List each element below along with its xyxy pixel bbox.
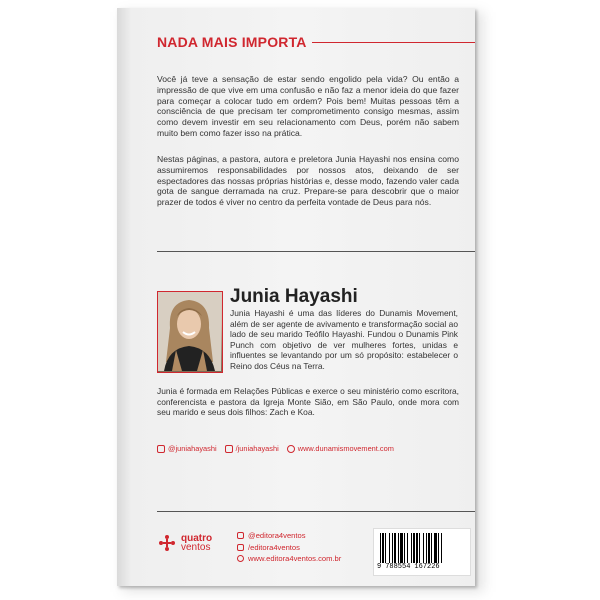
facebook-icon	[225, 445, 233, 453]
barcode-bar	[441, 533, 442, 563]
barcode-bar	[398, 533, 399, 563]
barcode-bar	[411, 533, 412, 563]
author-name: Junia Hayashi	[230, 286, 358, 307]
barcode-bar	[428, 533, 430, 563]
barcode-bar	[426, 533, 427, 563]
barcode-bar	[394, 533, 396, 563]
author-bio-2: Junia é formada em Relações Públicas e exerce o seu ministério como escritora, conferencista e pastora da Igreja Monte Sião, em São Paulo, onde mora com seu marido e seus dois filhos: Zach e Koa.	[157, 386, 459, 418]
publisher-logo	[157, 533, 212, 553]
barcode-bar	[423, 533, 424, 563]
section-divider	[157, 251, 475, 252]
social-text: www.dunamismovement.com	[297, 444, 394, 453]
publisher-social-website[interactable]	[237, 553, 341, 565]
publisher-social-instagram[interactable]	[237, 530, 341, 542]
barcode-digit-group: 788554	[385, 563, 411, 571]
author-photo	[157, 291, 223, 373]
globe-icon	[237, 555, 244, 562]
author-portrait-icon	[158, 292, 221, 371]
globe-icon	[287, 445, 295, 453]
social-text: @editora4ventos	[248, 531, 306, 540]
barcode-bar	[380, 533, 381, 563]
author-bio-1: Junia Hayashi é uma das líderes do Dunamis Movement, além de ser agente de avivamento e transformação social ao lado de seu marido Teófilo Hayashi. Fundou o Dunamis Pink Punch com objetivo de ver mulheres fortes, unidas e influentes se levantando por um só propósito: estabelecer o Reino dos Céus na Terra.	[230, 308, 458, 371]
synopsis-paragraph-2: Nestas páginas, a pastora, autora e preletora Junia Hayashi nos ensina como assumiremos responsabilidades por nossos atos, deixando de ser espectadores das nossas próprias histórias e, desse modo, fazendo valer cada gota de sangue derramada na cruz. Prepare-se para descobrir que o maior prazer de todos é viver no centro da perfeita vontade de Deus para nós.	[157, 154, 459, 208]
synopsis-paragraph-1: Você já teve a sensação de estar sendo engolido pela vida? Ou então a impressão de que vive em uma confusão e não faz a menor ideia do que fazer para começar a colocar tudo em ordem? Pois bem! Muitas pessoas têm a consciência de que precisam ter comprometimento consigo mesmas, assim como devem investir em seu relacionamento com Deus, porém não sabem muito bem como fazer isso na prática.	[157, 74, 459, 138]
social-text: @juniahayashi	[168, 444, 217, 453]
barcode-digit-group: 9	[377, 563, 382, 571]
barcode-bar	[438, 533, 439, 563]
social-text: /juniahayashi	[235, 444, 279, 453]
author-social-instagram[interactable]	[157, 444, 217, 453]
barcode-bar	[419, 533, 420, 563]
barcode-bar	[382, 533, 384, 563]
barcode-digits	[377, 563, 469, 571]
author-social-facebook[interactable]	[225, 444, 279, 453]
barcode-bar	[400, 533, 403, 563]
publisher-socials	[237, 530, 341, 565]
publisher-social-facebook[interactable]	[237, 542, 341, 554]
barcode-bar	[413, 533, 415, 563]
social-text: /editora4ventos	[248, 542, 300, 552]
title-underline	[312, 42, 475, 43]
facebook-icon	[237, 544, 244, 551]
title-row	[157, 32, 475, 52]
barcode-bar	[407, 533, 408, 563]
barcode	[373, 528, 471, 576]
instagram-icon	[157, 445, 165, 453]
barcode-bar	[392, 533, 393, 563]
publisher-name-line2: ventos	[181, 542, 211, 553]
quatro-ventos-logo-icon	[157, 533, 177, 553]
author-socials	[157, 444, 394, 453]
footer-divider	[157, 511, 475, 512]
barcode-digit-group: 167226	[414, 563, 440, 571]
author-social-website[interactable]	[287, 444, 394, 453]
barcode-bar	[404, 533, 405, 563]
barcode-bar	[431, 533, 432, 563]
social-text: www.editora4ventos.com.br	[248, 554, 342, 563]
barcode-bar	[434, 533, 437, 563]
barcode-bar	[389, 533, 390, 563]
barcode-bar	[416, 533, 418, 563]
instagram-icon	[237, 532, 244, 539]
publisher-name-line1: quatro	[181, 533, 213, 544]
book-back-cover	[117, 8, 475, 586]
barcode-bar	[385, 533, 386, 563]
book-title: NADA MAIS IMPORTA	[157, 34, 307, 50]
barcode-bars	[380, 533, 464, 563]
